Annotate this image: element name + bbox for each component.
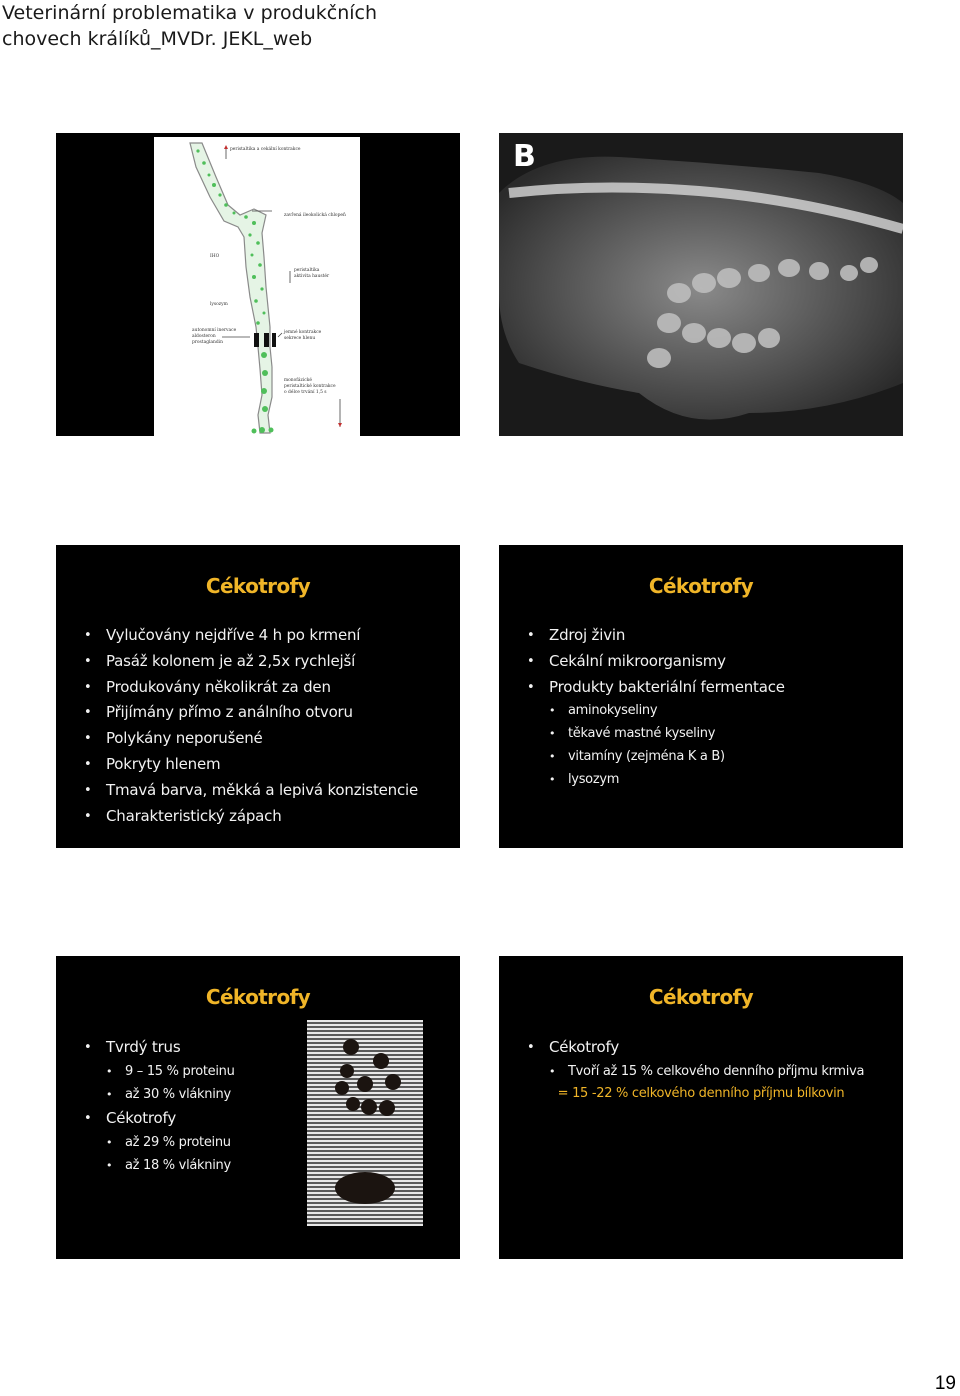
slide-cekotrofy-intake bbox=[499, 956, 903, 1259]
slide-cekotrofy-properties bbox=[56, 545, 460, 848]
band-1 bbox=[254, 333, 259, 347]
bullet-item: • Cékotrofy bbox=[56, 1106, 316, 1132]
highlight-line: = 15 -22 % celkového denního příjmu bílkovin bbox=[557, 1086, 845, 1101]
band-3 bbox=[272, 333, 276, 347]
diagram-label: peristaltické kontrakce bbox=[284, 384, 336, 389]
diagram-label: aldosteron bbox=[192, 334, 216, 339]
bullet-item: • Zdroj živin bbox=[499, 623, 903, 649]
slide-xray bbox=[499, 133, 903, 436]
diagram-label: zavřená ileokolická chlopeň bbox=[284, 213, 346, 218]
slide-title: Cékotrofy bbox=[205, 574, 311, 598]
sub-bullet-item: • Tvoří až 15 % celkového denního příjmu krmiva bbox=[499, 1061, 903, 1084]
bullet-item: • Pokryty hlenem bbox=[56, 752, 460, 778]
bullet-list bbox=[499, 1035, 903, 1084]
diagram-panel bbox=[154, 137, 360, 436]
slide-title: Cékotrofy bbox=[648, 985, 754, 1009]
slide-cekotrofy-nutrients bbox=[499, 545, 903, 848]
band-2 bbox=[264, 333, 269, 347]
diagram-label: o délce trvání 1,5 s bbox=[284, 390, 327, 395]
bullet-item: • Přijímány přímo z análního otvoru bbox=[56, 700, 460, 726]
diagram-label: autonomní inervace bbox=[192, 328, 237, 333]
sub-bullet-item: • 9 – 15 % proteinu bbox=[56, 1061, 316, 1084]
bullet-item: • Polykány neporušené bbox=[56, 726, 460, 752]
xray-image bbox=[499, 133, 903, 436]
slide-title: Cékotrofy bbox=[648, 574, 754, 598]
cecum-diagram-image bbox=[154, 137, 360, 436]
diagram-label: sekrece hlenu bbox=[284, 336, 316, 341]
sub-bullet-item: • lysozym bbox=[499, 769, 903, 792]
diagram-label: monofázické bbox=[284, 378, 312, 383]
intestine-outline bbox=[190, 143, 272, 433]
bullet-item: • Tmavá barva, měkká a lepivá konzistencie bbox=[56, 778, 460, 804]
bullet-item: • Cékotrofy bbox=[499, 1035, 903, 1061]
sub-bullet-item: • vitamíny (zejména K a B) bbox=[499, 746, 903, 769]
bullet-item: • Produkty bakteriální fermentace bbox=[499, 675, 903, 701]
diagram-label: prostaglandin bbox=[192, 340, 223, 345]
document-title bbox=[2, 0, 422, 52]
sub-bullet-item: • těkavé mastné kyseliny bbox=[499, 723, 903, 746]
sub-bullet-item: • aminokyseliny bbox=[499, 700, 903, 723]
diagram-label: peristaltika bbox=[294, 268, 320, 273]
bullet-item: • Pasáž kolonem je až 2,5x rychlejší bbox=[56, 649, 460, 675]
document-title-line2: chovech králíků_MVDr. JEKL_web bbox=[2, 28, 313, 50]
sub-bullet-item: • až 30 % vlákniny bbox=[56, 1084, 316, 1107]
bullet-item: • Vylučovány nejdříve 4 h po krmení bbox=[56, 623, 460, 649]
bullet-item: • Cekální mikroorganismy bbox=[499, 649, 903, 675]
bullet-list bbox=[56, 623, 460, 829]
document-title-line1: Veterinární problematika v produkčních bbox=[2, 2, 378, 24]
sub-bullet-item: • až 29 % proteinu bbox=[56, 1132, 316, 1155]
diagram-label: jemné kontrakce bbox=[284, 330, 322, 335]
diagram-label: IHO bbox=[210, 254, 220, 259]
slide-title: Cékotrofy bbox=[205, 985, 311, 1009]
droppings-photo bbox=[307, 1020, 423, 1226]
bullet-item: • Charakteristický zápach bbox=[56, 804, 460, 830]
bullet-item: • Produkovány několikrát za den bbox=[56, 675, 460, 701]
bullet-list bbox=[56, 1035, 316, 1178]
bullet-list bbox=[499, 623, 903, 792]
diagram-label: aktivita haustér bbox=[294, 274, 330, 279]
bullet-item: • Tvrdý trus bbox=[56, 1035, 316, 1061]
slide-cecum-diagram bbox=[56, 133, 460, 436]
sub-bullet-item: • až 18 % vlákniny bbox=[56, 1155, 316, 1178]
diagram-label: lysozym bbox=[210, 302, 228, 307]
page-number: 19 bbox=[934, 1373, 956, 1394]
slide-cekotrofy-composition bbox=[56, 956, 460, 1259]
xray-letter: B bbox=[513, 139, 536, 174]
diagram-label: peristaltika a cekální kontrakce bbox=[230, 147, 301, 152]
